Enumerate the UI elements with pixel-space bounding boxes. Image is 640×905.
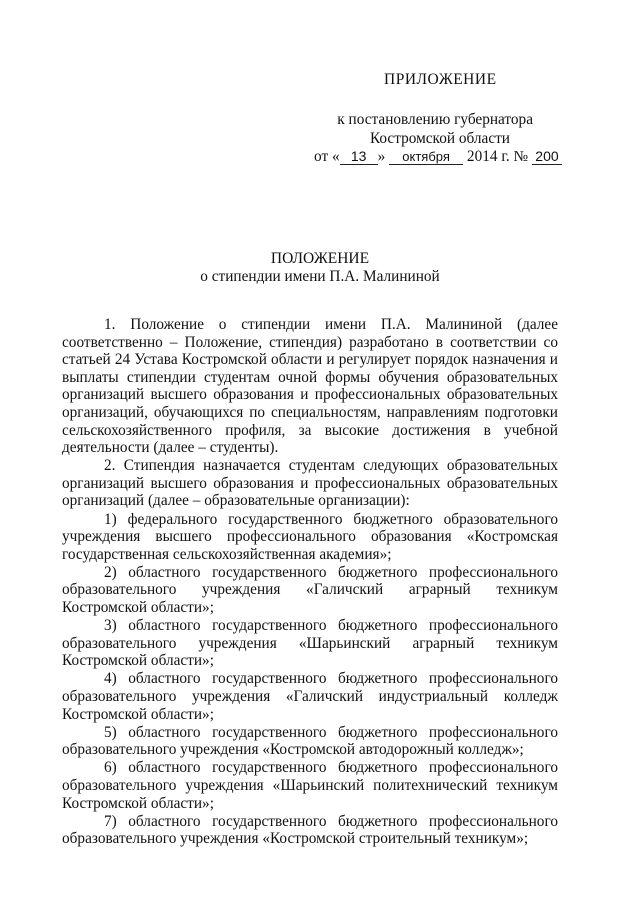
document-body — [62, 316, 558, 848]
list-item-4: 4) областного государственного бюджетного профессионального образовательного учреждения «Галичский индустриальный колледж Костромской области»; — [62, 670, 558, 723]
list-item-6: 6) областного государственного бюджетного профессионального образовательного учреждения «Шарьинский политехнический техникум Костромской области»; — [62, 759, 558, 812]
list-item-1: 1) федерального государственного бюджетного образовательного учреждения высшего профессионального образования «Костромская государственная сельскохозяйственная академия»; — [62, 510, 558, 563]
list-item-5: 5) областного государственного бюджетного профессионального образовательного учреждения «Костромской автодорожный колледж»; — [62, 723, 558, 759]
date-mid: » — [377, 148, 386, 165]
list-item-3: 3) областного государственного бюджетного профессионального образовательного учреждения «Шарьинский аграрный техникум Костромской области»; — [62, 617, 558, 670]
document-title: ПОЛОЖЕНИЕ — [270, 250, 370, 267]
appendix-line-decree: к постановлению губернатора — [337, 111, 533, 128]
date-month: октября — [389, 149, 463, 165]
paragraph-2: 2. Стипендия назначается студентам следующих образовательных организаций высшего образования и профессиональных образовательных организаций (далее – образовательные организации): — [62, 457, 558, 510]
paragraph-1: 1. Положение о стипендии имени П.А. Малининой (далее соответственно – Положение, стипендия) разработано в соответствии со статьей 24 Устава Костромской области и регулирует порядок назначения и выплаты стипендии студентам очной формы обучения образовательных организаций высшего образования и профессиональных образовательных организаций, обучающихся по специальностям, направлениям подготовки сельскохозяйственного профиля, за высокие достижения в учебной деятельности (далее – студенты). — [62, 316, 558, 457]
appendix-line-region: Костромской области — [369, 130, 510, 147]
list-item-7: 7) областного государственного бюджетного профессионального образовательного учреждения «Костромской строительный техникум»; — [62, 812, 558, 848]
decree-number: 200 — [532, 149, 562, 165]
date-day: 13 — [340, 149, 378, 165]
date-year: 2014 г. № — [466, 148, 529, 165]
document-subtitle: о стипендии имени П.А. Малининой — [200, 268, 440, 285]
date-prefix: от « — [314, 148, 340, 165]
appendix-date-line — [314, 148, 562, 166]
appendix-title: ПРИЛОЖЕНИЕ — [384, 71, 497, 88]
list-item-2: 2) областного государственного бюджетного профессионального образовательного учреждения «Галичский аграрный техникум Костромской области»; — [62, 563, 558, 616]
